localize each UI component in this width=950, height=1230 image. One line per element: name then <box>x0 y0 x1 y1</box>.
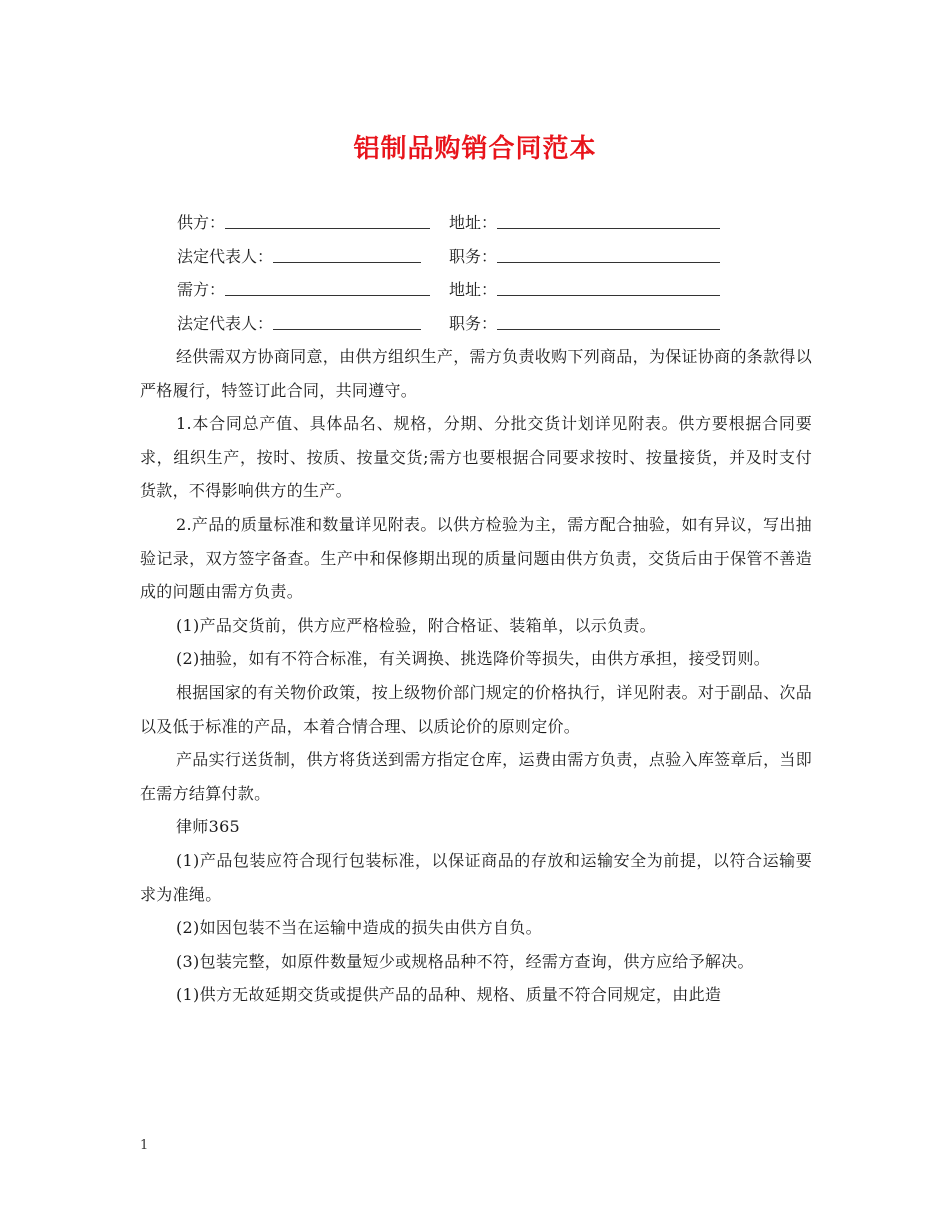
buyer-address-blank <box>497 275 720 296</box>
field-row-supplier <box>177 206 797 240</box>
paragraph-liability-1: (1)供方无故延期交货或提供产品的品种、规格、质量不符合同规定，由此造 <box>176 985 722 1005</box>
buyer-position-blank <box>497 309 720 330</box>
supplier-rep-blank <box>273 242 421 263</box>
supplier-position-blank <box>497 242 720 263</box>
supplier-address-blank <box>497 208 720 229</box>
party-info-fields <box>177 206 797 340</box>
field-row-buyer-rep <box>177 307 797 341</box>
supplier-position-label: 职务： <box>449 246 498 266</box>
supplier-address-label: 地址： <box>449 213 498 232</box>
paragraph-delivery: 产品实行送货制，供方将货送到需方指定仓库，运费由需方负责，点验入库签章后，当即在需方结算付款。 <box>140 750 812 803</box>
paragraph-packaging-2: (2)如因包装不当在运输中造成的损失由供方自负。 <box>176 918 542 938</box>
page-number: 1 <box>140 1138 149 1153</box>
contract-body <box>140 340 812 1012</box>
paragraph-clause-2-1: (1)产品交货前，供方应严格检验，附合格证、装箱单，以示负责。 <box>176 615 656 635</box>
paragraph-clause-2: 2.产品的质量标准和数量详见附表。以供方检验为主，需方配合抽验，如有异议，写出抽验记录，双方签字备查。生产中和保修期出现的质量问题由供方负责，交货后由于保管不善造成的问题由需方负责。 <box>140 514 812 602</box>
paragraph-source: 律师365 <box>176 817 241 837</box>
field-row-buyer <box>177 273 797 307</box>
paragraph-pricing: 根据国家的有关物价政策，按上级物价部门规定的价格执行，详见附表。对于副品、次品以及低于标准的产品，本着合情合理、以质论价的原则定价。 <box>140 682 812 736</box>
buyer-label: 需方： <box>177 280 226 299</box>
paragraph-packaging-1: (1)产品包装应符合现行包装标准，以保证商品的存放和运输安全为前提，以符合运输要求为准绳。 <box>140 850 812 904</box>
paragraph-packaging-3: (3)包装完整，如原件数量短少或规格品种不符，经需方查询，供方应给予解决。 <box>176 951 754 971</box>
paragraph-clause-1: 1.本合同总产值、具体品名、规格，分期、分批交货计划详见附表。供方要根据合同要求，组织生产，按时、按质、按量交货;需方也要根据合同要求按时、按量接货，并及时支付货款，不得影响供方的生产。 <box>140 414 812 501</box>
buyer-blank <box>225 275 430 296</box>
paragraph-preamble: 经供需双方协商同意，由供方组织生产，需方负责收购下列商品，为保证协商的条款得以严格履行，特签订此合同，共同遵守。 <box>140 347 812 400</box>
buyer-position-label: 职务： <box>449 313 498 333</box>
supplier-rep-label: 法定代表人： <box>177 246 274 266</box>
supplier-label: 供方： <box>177 213 226 232</box>
field-row-supplier-rep <box>177 240 797 274</box>
document-title: 铝制品购销合同范本 <box>353 134 597 164</box>
buyer-rep-blank <box>273 309 421 330</box>
paragraph-clause-2-2: (2)抽验，如有不符合标准，有关调换、挑选降价等损失，由供方承担，接受罚则。 <box>176 649 771 669</box>
buyer-rep-label: 法定代表人： <box>177 313 274 333</box>
buyer-address-label: 地址： <box>449 280 498 299</box>
supplier-blank <box>225 208 430 229</box>
